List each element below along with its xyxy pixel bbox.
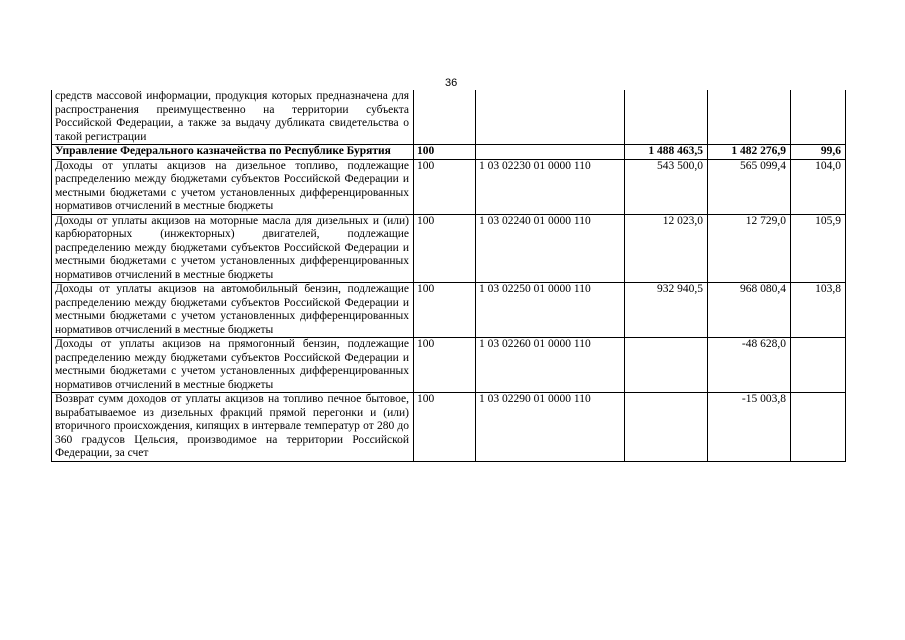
row-name: Возврат сумм доходов от уплаты акцизов на топливо печное бытовое, вырабатываемое из дизельных фракций прямой перегонки и (или) вторичного происхождения, кипящих в интервале температур от 280 до 360 градусов Цельсия, производимое на территории Российской Федерации, за счет [52, 393, 414, 462]
row-admin-code: 100 [414, 159, 476, 214]
row-fact: -15 003,8 [708, 393, 791, 462]
row-name: средств массовой информации, продукция которых предназначена для распространения преимущественно на территории субъекта Российской Федерации, а также за выдачу дубликата свидетельства о такой регистрации [52, 90, 414, 145]
row-budget-code [476, 90, 625, 145]
row-admin-code: 100 [414, 393, 476, 462]
row-budget-code: 1 03 02230 01 0000 110 [476, 159, 625, 214]
row-fact: 565 099,4 [708, 159, 791, 214]
row-percent [791, 393, 846, 462]
row-percent: 103,8 [791, 283, 846, 338]
row-percent: 105,9 [791, 214, 846, 283]
table-row-section-header [52, 145, 846, 160]
table-row [52, 90, 846, 145]
row-fact: 1 482 276,9 [708, 145, 791, 160]
row-fact [708, 90, 791, 145]
row-fact: -48 628,0 [708, 338, 791, 393]
row-fact: 968 080,4 [708, 283, 791, 338]
row-budget-code: 1 03 02260 01 0000 110 [476, 338, 625, 393]
budget-revenue-table [51, 90, 846, 462]
row-percent: 104,0 [791, 159, 846, 214]
row-percent [791, 90, 846, 145]
row-name: Доходы от уплаты акцизов на дизельное топливо, подлежащие распределению между бюджетами субъектов Российской Федерации и местными бюджетами с учетом установленных дифференцированных нормативов отчислений в местные бюджеты [52, 159, 414, 214]
row-name: Управление Федерального казначейства по Республике Бурятия [52, 145, 414, 160]
table-row [52, 214, 846, 283]
row-admin-code: 100 [414, 283, 476, 338]
row-name: Доходы от уплаты акцизов на моторные масла для дизельных и (или) карбюраторных (инжекторных) двигателей, подлежащие распределению между бюджетами субъектов Российской Федерации и местными бюджетами с учетом установленных дифференцированных нормативов отчислений в местные бюджеты [52, 214, 414, 283]
row-percent [791, 338, 846, 393]
table-row [52, 338, 846, 393]
table-row [52, 393, 846, 462]
row-fact: 12 729,0 [708, 214, 791, 283]
row-budget-code: 1 03 02240 01 0000 110 [476, 214, 625, 283]
page-number: 36 [445, 77, 458, 89]
table-row [52, 283, 846, 338]
table-row [52, 159, 846, 214]
row-plan: 12 023,0 [625, 214, 708, 283]
row-plan: 543 500,0 [625, 159, 708, 214]
row-name: Доходы от уплаты акцизов на прямогонный бензин, подлежащие распределению между бюджетами субъектов Российской Федерации и местными бюджетами с учетом установленных дифференцированных нормативов отчислений в местные бюджеты [52, 338, 414, 393]
row-plan: 932 940,5 [625, 283, 708, 338]
row-budget-code: 1 03 02290 01 0000 110 [476, 393, 625, 462]
row-budget-code [476, 145, 625, 160]
row-percent: 99,6 [791, 145, 846, 160]
row-name: Доходы от уплаты акцизов на автомобильный бензин, подлежащие распределению между бюджетами субъектов Российской Федерации и местными бюджетами с учетом установленных дифференцированных нормативов отчислений в местные бюджеты [52, 283, 414, 338]
row-plan: 1 488 463,5 [625, 145, 708, 160]
row-admin-code: 100 [414, 214, 476, 283]
row-plan [625, 90, 708, 145]
row-admin-code: 100 [414, 145, 476, 160]
row-plan [625, 393, 708, 462]
row-budget-code: 1 03 02250 01 0000 110 [476, 283, 625, 338]
row-admin-code [414, 90, 476, 145]
row-admin-code: 100 [414, 338, 476, 393]
row-plan [625, 338, 708, 393]
